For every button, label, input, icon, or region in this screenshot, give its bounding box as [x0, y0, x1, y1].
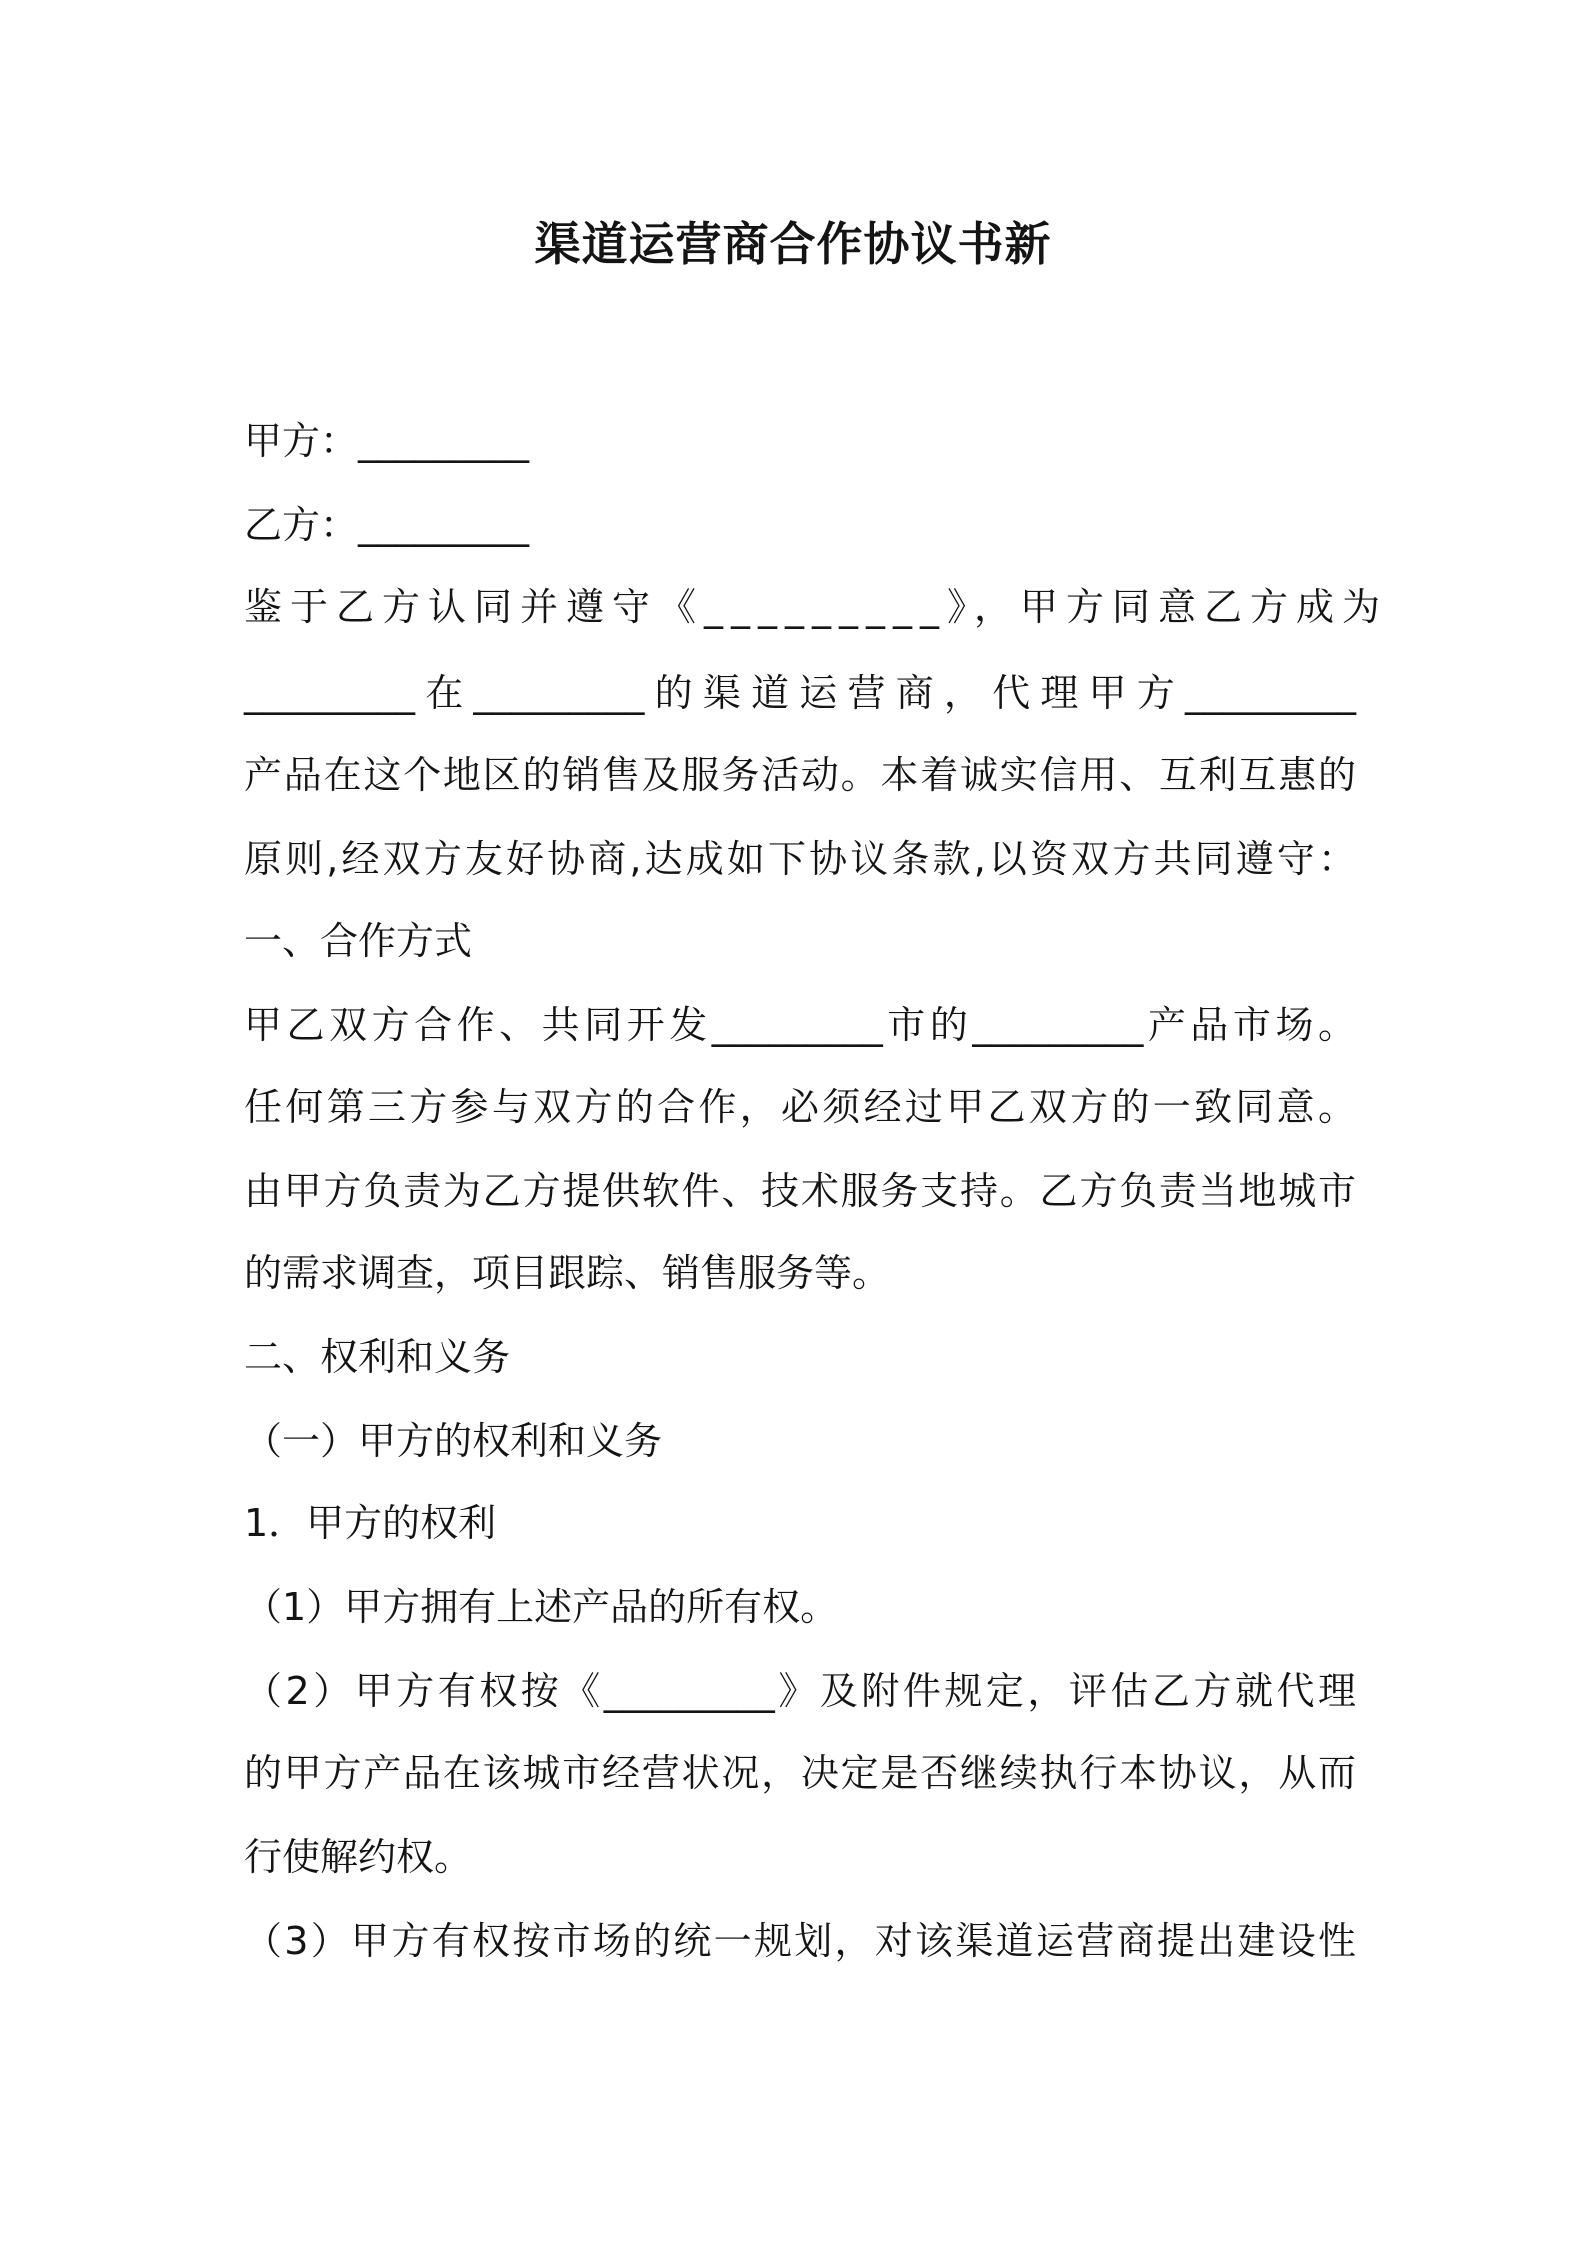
clause-2-line-3: 行使解约权。 — [244, 1835, 473, 1879]
preamble-line-4: 原则,经双方友好协商,达成如下协议条款,以资双方共同遵守： — [244, 837, 1356, 881]
party-a-line: 甲方：_________ — [244, 419, 530, 463]
cooperation-line-4: 的需求调查，项目跟踪、销售服务等。 — [244, 1251, 891, 1295]
cooperation-line-1: 甲乙双方合作、共同开发_________市的_________产品市场。 — [244, 1003, 1356, 1047]
document-title: 渠道运营商合作协议书新 — [534, 217, 1052, 271]
party-b-line: 乙方：_________ — [244, 503, 530, 547]
clause-2-line-1: （2）甲方有权按《_________》及附件规定，评估乙方就代理 — [244, 1669, 1356, 1713]
preamble-line-2: _________在_________的渠道运营商，代理甲方_________ — [244, 671, 1356, 715]
subsection-heading-party-a: （一）甲方的权利和义务 — [244, 1419, 663, 1463]
clause-2-line-2: 的甲方产品在该城市经营状况，决定是否继续执行本协议，从而 — [244, 1751, 1356, 1795]
cooperation-line-2: 任何第三方参与双方的合作，必须经过甲乙双方的一致同意。 — [244, 1085, 1356, 1129]
preamble-line-1: 鉴于乙方认同并遵守《_________》，甲方同意乙方成为 — [244, 585, 1389, 629]
item-heading-party-a-rights: 1．甲方的权利 — [244, 1501, 497, 1545]
cooperation-line-3: 由甲方负责为乙方提供软件、技术服务支持。乙方负责当地城市 — [244, 1169, 1356, 1213]
clause-3-line-1: （3）甲方有权按市场的统一规划，对该渠道运营商提出建设性 — [244, 1919, 1356, 1963]
clause-1: （1）甲方拥有上述产品的所有权。 — [244, 1585, 839, 1629]
preamble-line-3: 产品在这个地区的销售及服务活动。本着诚实信用、互利互惠的 — [244, 753, 1356, 797]
section-heading-rights: 二、权利和义务 — [244, 1335, 511, 1379]
section-heading-cooperation: 一、合作方式 — [244, 919, 473, 963]
